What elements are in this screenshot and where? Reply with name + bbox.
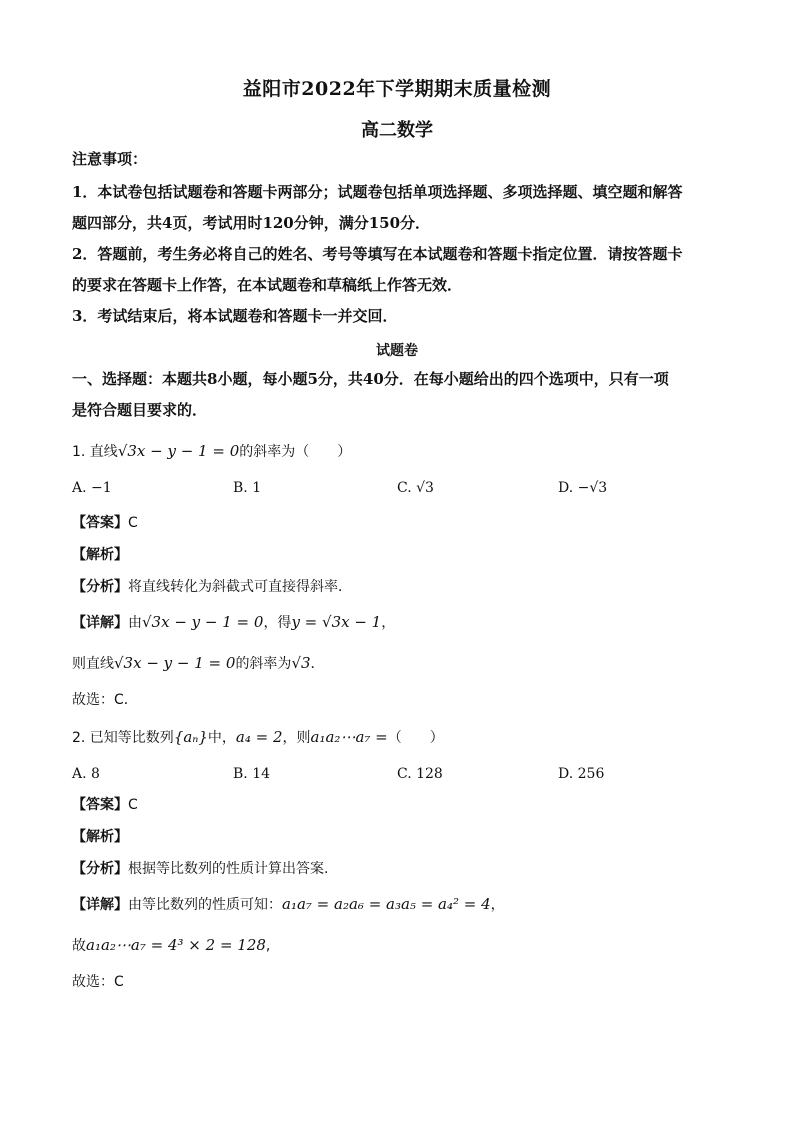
- q1-detail-eq1: √3x − y − 1 = 0: [142, 613, 264, 631]
- notice-item-2-line-2: 的要求在答题卡上作答，在本试题卷和草稿纸上作答无效．: [72, 276, 463, 294]
- q1-conclusion-eq: √3x − y − 1 = 0: [114, 654, 236, 672]
- q1-answer-tag: 【答案】: [72, 515, 128, 531]
- notice-item-2-line-1: 2．答题前，考生务必将自己的姓名、考号等填写在本试题卷和答题卡指定位置．请按答题卡: [72, 245, 683, 263]
- q1-detail-b: ，得: [263, 615, 292, 631]
- q2-suffix: （ ）: [387, 730, 444, 746]
- q1-fenxi: [72, 577, 732, 597]
- q2-answer-tag: 【答案】: [72, 797, 128, 813]
- q1-suffix: 的斜率为（ ）: [239, 444, 352, 460]
- q1-detail-c: ，: [381, 615, 396, 631]
- q1-detail: [72, 612, 732, 633]
- section-heading-line-2: 是符合题目要求的．: [72, 401, 208, 419]
- q2-option-a: A. 8: [72, 766, 100, 782]
- q2-option-d: D. 256: [558, 766, 605, 782]
- q1-choose: 故选：C．: [72, 692, 138, 708]
- notice-item-1-line-2: 题四部分，共4页，考试用时120分钟，满分150分．: [72, 214, 431, 232]
- q1-fenxi-text: 将直线转化为斜截式可直接得斜率．: [128, 579, 352, 595]
- section-heading-line-1: 一、选择题：本题共8小题，每小题5分，共40分．在每小题给出的四个选项中，只有一项: [72, 370, 669, 388]
- question-1-stem: [72, 441, 732, 462]
- q2-expr: a₁a₂⋯a₇ =: [310, 728, 388, 746]
- q2-analysis-tag: 【解析】: [72, 829, 128, 845]
- q1-option-a: A. −1: [72, 480, 112, 496]
- notice-heading: 注意事项：: [72, 150, 148, 168]
- q2-detail-b: ，: [490, 897, 505, 913]
- q2-fenxi-text: 根据等比数列的性质计算出答案.: [128, 861, 329, 877]
- q2-mid: 中，: [207, 730, 236, 746]
- q2-conclusion-b: ,: [265, 938, 271, 954]
- q2-prefix: 2. 已知等比数列: [72, 730, 174, 746]
- question-2-stem: [72, 727, 732, 748]
- q2-conclusion-a: 故: [72, 938, 86, 954]
- q2-fenxi-tag: 【分析】: [72, 861, 128, 877]
- page-title: 益阳市2022年下学期期末质量检测: [242, 78, 552, 100]
- q2-choose: 故选：C: [72, 974, 124, 990]
- q1-conclusion-a: 则直线: [72, 656, 114, 672]
- q2-cond: a₄ = 2: [235, 728, 283, 746]
- q1-option-d: D. −√3: [558, 480, 608, 496]
- q1-option-b: B. 1: [233, 480, 262, 496]
- q1-conclusion: [72, 653, 732, 674]
- q1-conclusion-c: ．: [310, 656, 325, 672]
- q1-analysis-tag: 【解析】: [72, 547, 128, 563]
- q1-detail-eq2: y = √3x − 1: [291, 613, 382, 631]
- q1-equation: √3x − y − 1 = 0: [117, 442, 240, 460]
- notice-item-1-line-1: 1．本试卷包括试题卷和答题卡两部分；试题卷包括单项选择题、多项选择题、填空题和解答: [72, 183, 683, 201]
- q1-detail-tag: 【详解】: [72, 615, 128, 631]
- q1-conclusion-b: 的斜率为: [235, 656, 292, 672]
- q2-option-c: C. 128: [397, 766, 443, 782]
- q2-conclusion-eq: a₁a₂⋯a₇ = 4³ × 2 = 128: [86, 936, 266, 954]
- q2-answer-value: C: [128, 797, 138, 813]
- q2-detail: [72, 894, 732, 915]
- q2-answer: [72, 795, 732, 815]
- q1-fenxi-tag: 【分析】: [72, 579, 128, 595]
- page-subtitle: 高二数学: [361, 120, 433, 141]
- q1-conclusion-val: √3: [291, 654, 311, 672]
- q2-detail-a: 由等比数列的性质可知：: [128, 897, 282, 913]
- q1-detail-a: 由: [128, 615, 142, 631]
- q1-option-c: C. √3: [397, 480, 434, 496]
- q2-mid2: ，则: [282, 730, 311, 746]
- q2-conclusion: [72, 935, 732, 956]
- q1-answer: [72, 513, 732, 533]
- q2-detail-eq: a₁a₇ = a₂a₆ = a₃a₅ = a₄² = 4: [282, 895, 491, 913]
- q2-fenxi: [72, 859, 732, 879]
- section-label: 试题卷: [376, 343, 418, 359]
- q1-answer-value: C: [128, 515, 138, 531]
- q2-seq: {aₙ}: [173, 728, 208, 746]
- q1-prefix: 1. 直线: [72, 444, 118, 460]
- q2-detail-tag: 【详解】: [72, 897, 128, 913]
- q2-option-b: B. 14: [233, 766, 271, 782]
- notice-item-3: 3．考试结束后，将本试题卷和答题卡一并交回．: [72, 307, 398, 325]
